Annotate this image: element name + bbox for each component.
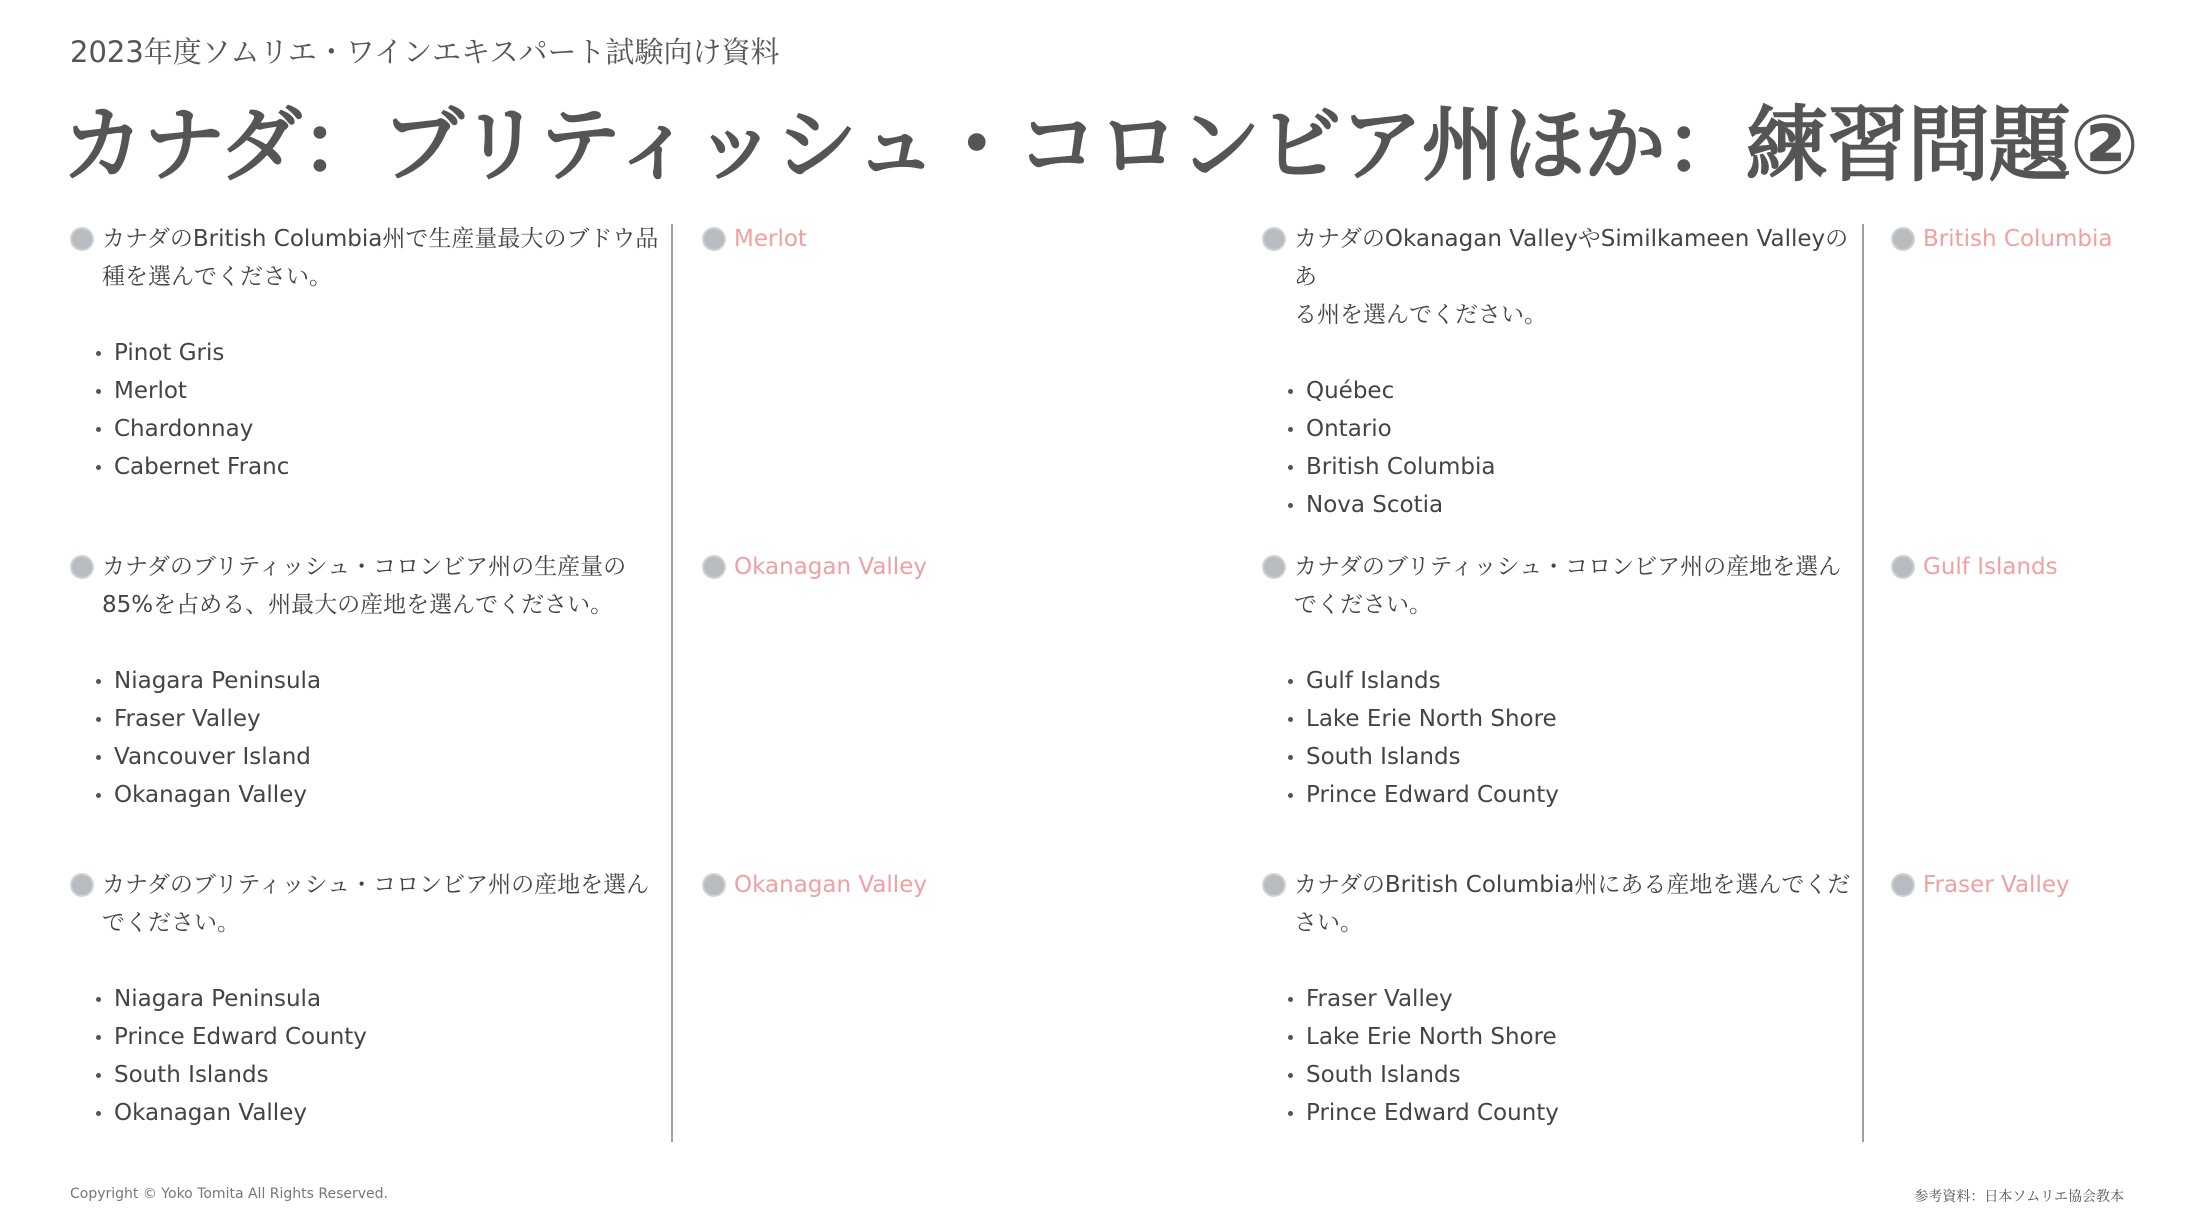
- option-item: Pinot Gris: [94, 334, 670, 372]
- question-line-1: カナダのOkanagan ValleyやSimilkameen Valleyのあ: [1294, 226, 1849, 290]
- option-item: Lake Erie North Shore: [1286, 1018, 1862, 1056]
- circle-bullet-icon: [70, 227, 94, 251]
- option-item: British Columbia: [1286, 448, 1862, 486]
- option-item: South Islands: [94, 1056, 670, 1094]
- question-1: [70, 220, 670, 486]
- option-item: Prince Edward County: [1286, 1094, 1862, 1132]
- question-line-1: カナダのブリティッシュ・コロンビア州の産地を選ん: [1294, 554, 1842, 580]
- question-line-2: でください。: [102, 910, 240, 936]
- circle-bullet-icon: [702, 873, 726, 897]
- question-4: [1262, 220, 1862, 524]
- answer-4: [1891, 220, 2113, 258]
- circle-bullet-icon: [1262, 227, 1286, 251]
- answer-text: British Columbia: [1923, 226, 2113, 252]
- question-text: [1262, 220, 1862, 334]
- circle-bullet-icon: [702, 555, 726, 579]
- question-line-2: 種を選んでください。: [102, 264, 332, 290]
- option-item: Lake Erie North Shore: [1286, 700, 1862, 738]
- question-text: [70, 866, 670, 942]
- answer-6: [1891, 866, 2070, 904]
- column-divider-left: [671, 224, 673, 1142]
- answer-3: [702, 866, 927, 904]
- option-list: [1262, 372, 1862, 524]
- option-list: [1262, 662, 1862, 814]
- page-title: カナダ：ブリティッシュ・コロンビア州ほか：練習問題②: [62, 98, 2139, 193]
- option-item: Ontario: [1286, 410, 1862, 448]
- option-list: [70, 662, 670, 814]
- option-item: Okanagan Valley: [94, 776, 670, 814]
- option-item: Nova Scotia: [1286, 486, 1862, 524]
- question-line-2: でください。: [1294, 592, 1432, 618]
- answer-text: Fraser Valley: [1923, 872, 2070, 898]
- option-item: Fraser Valley: [1286, 980, 1862, 1018]
- answer-2: [702, 548, 927, 586]
- option-item: Québec: [1286, 372, 1862, 410]
- answer-text: Gulf Islands: [1923, 554, 2058, 580]
- question-text: [70, 548, 670, 624]
- question-3: [70, 866, 670, 1132]
- option-item: Chardonnay: [94, 410, 670, 448]
- copyright-text: Copyright © Yoko Tomita All Rights Reserved.: [70, 1186, 389, 1202]
- question-line-1: カナダのブリティッシュ・コロンビア州の産地を選ん: [102, 872, 650, 898]
- answer-text: Okanagan Valley: [734, 554, 927, 580]
- option-item: Fraser Valley: [94, 700, 670, 738]
- option-item: Merlot: [94, 372, 670, 410]
- answer-text: Merlot: [734, 226, 807, 252]
- option-item: Niagara Peninsula: [94, 662, 670, 700]
- question-line-1: カナダのBritish Columbia州にある産地を選んでくだ: [1294, 872, 1851, 898]
- option-item: South Islands: [1286, 1056, 1862, 1094]
- question-line-1: カナダのBritish Columbia州で生産量最大のブドウ品: [102, 226, 659, 252]
- question-text: [1262, 866, 1862, 942]
- option-item: Prince Edward County: [1286, 776, 1862, 814]
- circle-bullet-icon: [70, 873, 94, 897]
- option-item: Cabernet Franc: [94, 448, 670, 486]
- option-item: Gulf Islands: [1286, 662, 1862, 700]
- question-5: [1262, 548, 1862, 814]
- option-item: Niagara Peninsula: [94, 980, 670, 1018]
- question-2: [70, 548, 670, 814]
- page-subtitle: 2023年度ソムリエ・ワインエキスパート試験向け資料: [70, 35, 780, 69]
- option-item: Vancouver Island: [94, 738, 670, 776]
- circle-bullet-icon: [1262, 873, 1286, 897]
- question-line-2: 85%を占める、州最大の産地を選んでください。: [102, 592, 614, 618]
- circle-bullet-icon: [1891, 227, 1915, 251]
- question-line-2: る州を選んでください。: [1294, 302, 1547, 328]
- option-list: [70, 334, 670, 486]
- question-text: [1262, 548, 1862, 624]
- question-line-2: さい。: [1294, 910, 1363, 936]
- circle-bullet-icon: [70, 555, 94, 579]
- option-list: [1262, 980, 1862, 1132]
- answer-text: Okanagan Valley: [734, 872, 927, 898]
- option-list: [70, 980, 670, 1132]
- circle-bullet-icon: [1891, 555, 1915, 579]
- circle-bullet-icon: [1262, 555, 1286, 579]
- reference-text: 参考資料：日本ソムリエ協会教本: [1914, 1189, 2124, 1205]
- question-text: [70, 220, 670, 296]
- question-6: [1262, 866, 1862, 1132]
- column-divider-right: [1862, 224, 1864, 1142]
- circle-bullet-icon: [702, 227, 726, 251]
- option-item: Okanagan Valley: [94, 1094, 670, 1132]
- answer-1: [702, 220, 807, 258]
- circle-bullet-icon: [1891, 873, 1915, 897]
- question-line-1: カナダのブリティッシュ・コロンビア州の生産量の: [102, 554, 627, 580]
- option-item: Prince Edward County: [94, 1018, 670, 1056]
- option-item: South Islands: [1286, 738, 1862, 776]
- answer-5: [1891, 548, 2058, 586]
